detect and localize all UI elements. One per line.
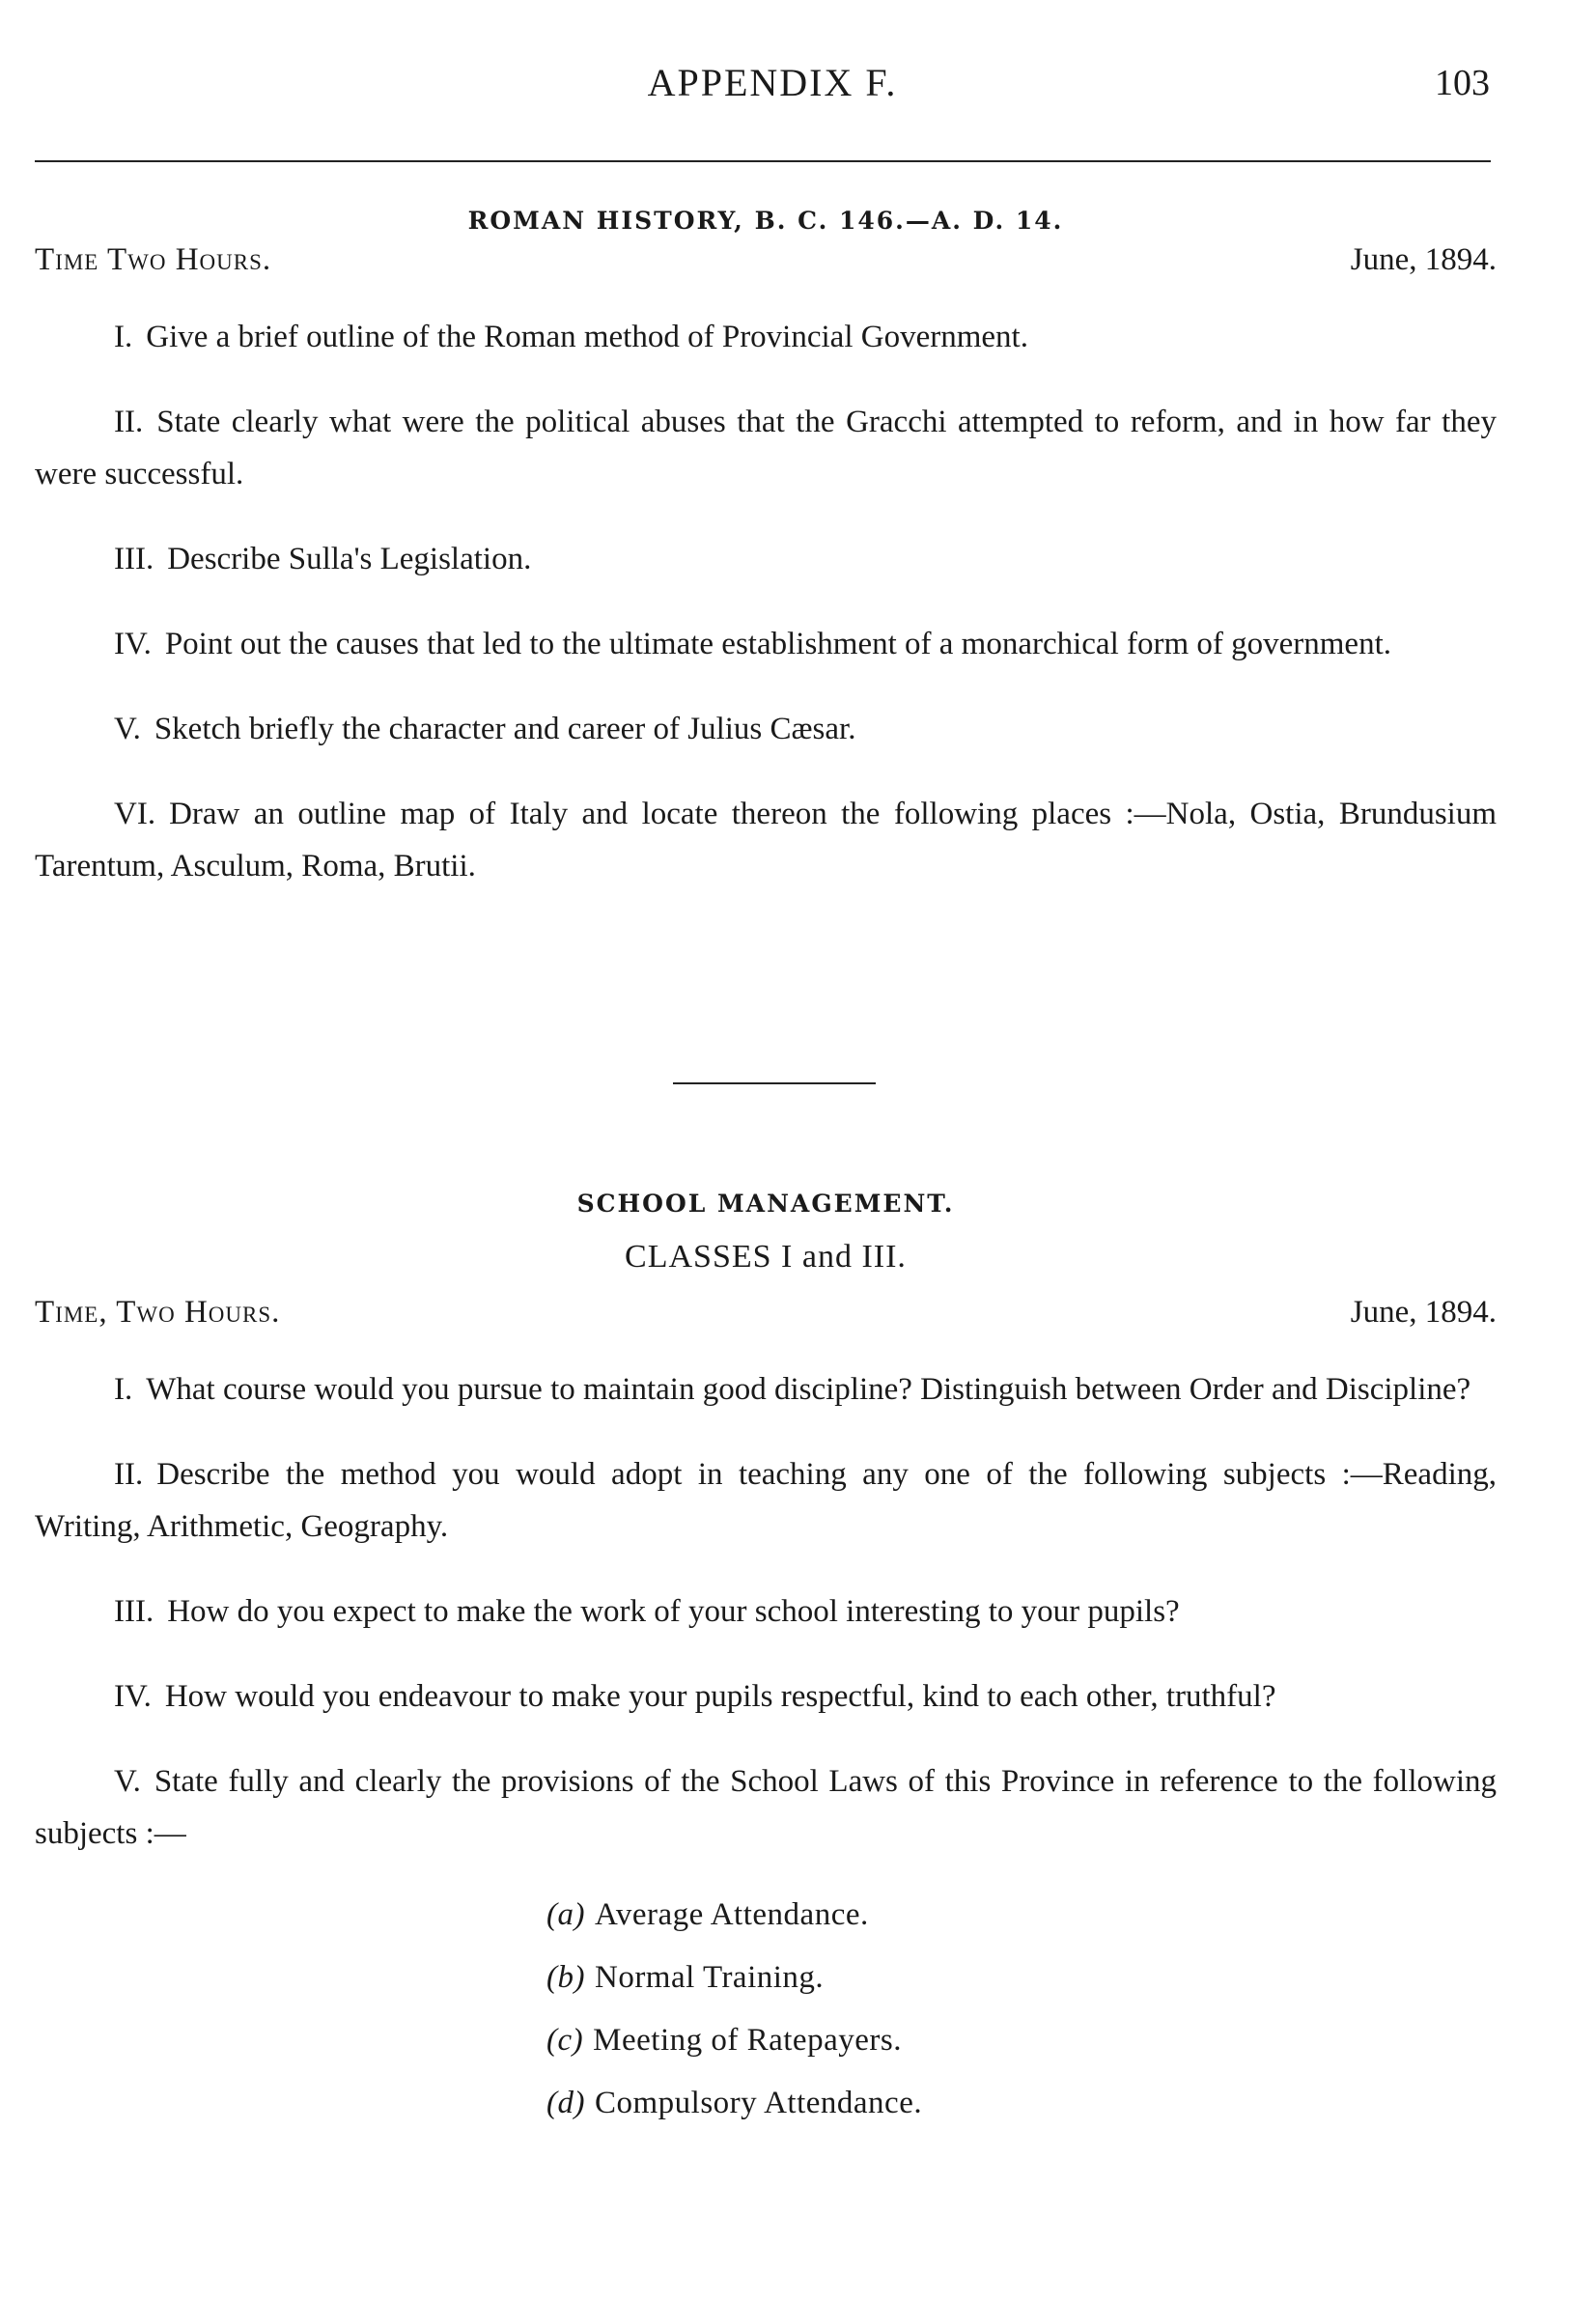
- list-item: [546, 1892, 1497, 1938]
- question-number: I.: [114, 1372, 133, 1407]
- question: [35, 703, 1497, 755]
- item-letter: (a): [546, 1897, 585, 1932]
- subject-list: [35, 1892, 1497, 2126]
- question-text: State fully and clearly the provisions of the School Laws of this Province in reference to the following subjects :—: [35, 1764, 1497, 1851]
- section-school-management: [35, 1190, 1497, 2126]
- question-number: VI.: [114, 797, 156, 831]
- question: [35, 618, 1497, 670]
- item-letter: (c): [546, 2023, 584, 2058]
- question: [35, 533, 1497, 585]
- question: [35, 1448, 1497, 1553]
- header-rule: [35, 160, 1491, 162]
- question: [35, 1363, 1497, 1416]
- question-number: V.: [114, 1764, 141, 1799]
- question-text: Sketch briefly the character and career of Julius Cæsar.: [154, 712, 856, 746]
- question-number: II.: [114, 1457, 144, 1492]
- item-text: Normal Training.: [594, 1960, 825, 1995]
- exam-time-line: [35, 1295, 1497, 1331]
- exam-date: June, 1894.: [1350, 242, 1497, 277]
- question-text: Give a brief outline of the Roman method of Provincial Government.: [146, 320, 1028, 354]
- exam-duration: Time, Two Hours.: [35, 1295, 281, 1330]
- question-text: Describe the method you would adopt in teaching any one of the following subjects :—Reading, Writing, Arithmetic, Geography.: [35, 1457, 1497, 1544]
- question-text: State clearly what were the political abuses that the Gracchi attempted to reform, and in how far they were successful.: [35, 405, 1497, 491]
- question-text: Draw an outline map of Italy and locate thereon the following places :—Nola, Ostia, Brundusium Tarentum, Asculum, Roma, Brutii.: [35, 797, 1497, 883]
- question-text: How would you endeavour to make your pupils respectful, kind to each other, truthful?: [164, 1679, 1276, 1714]
- question-number: II.: [114, 405, 144, 439]
- question-number: IV.: [114, 1679, 152, 1714]
- item-letter: (d): [546, 2086, 585, 2120]
- section-roman-history: [35, 207, 1497, 924]
- question-text: What course would you pursue to maintain good discipline? Distinguish between Order and Discipline?: [146, 1372, 1471, 1407]
- section-subtitle: CLASSES I and III.: [625, 1239, 907, 1275]
- question-number: IV.: [114, 627, 152, 661]
- item-letter: (b): [546, 1960, 585, 1995]
- item-text: Compulsory Attendance.: [594, 2086, 923, 2120]
- item-text: Meeting of Ratepayers.: [593, 2023, 902, 2058]
- question: [35, 1755, 1497, 1860]
- section-divider: [673, 1082, 876, 1084]
- question-number: III.: [114, 1594, 154, 1629]
- question-text: Point out the causes that led to the ultimate establishment of a monarchical form of government.: [164, 627, 1391, 661]
- question: [35, 1585, 1497, 1638]
- question-number: III.: [114, 542, 154, 576]
- list-item: [546, 1954, 1497, 2001]
- section-title: SCHOOL MANAGEMENT.: [576, 1190, 955, 1218]
- question: [35, 1670, 1497, 1723]
- list-item: [546, 2080, 1497, 2126]
- question: [35, 396, 1497, 500]
- question-text: How do you expect to make the work of your school interesting to your pupils?: [167, 1594, 1180, 1629]
- question-number: V.: [114, 712, 141, 746]
- page-header-title: APPENDIX F.: [647, 61, 898, 104]
- item-text: Average Attendance.: [594, 1897, 869, 1932]
- question: [35, 788, 1497, 892]
- exam-time-line: [35, 242, 1497, 278]
- exam-duration: Time Two Hours.: [35, 242, 272, 277]
- section-title: ROMAN HISTORY, B. C. 146.—A. D. 14.: [467, 207, 1064, 235]
- question-number: I.: [114, 320, 133, 354]
- page-number: 103: [1435, 63, 1490, 103]
- exam-date: June, 1894.: [1350, 1295, 1497, 1330]
- question-text: Describe Sulla's Legislation.: [167, 542, 532, 576]
- question: [35, 311, 1497, 363]
- list-item: [546, 2017, 1497, 2063]
- running-head: [0, 60, 1596, 108]
